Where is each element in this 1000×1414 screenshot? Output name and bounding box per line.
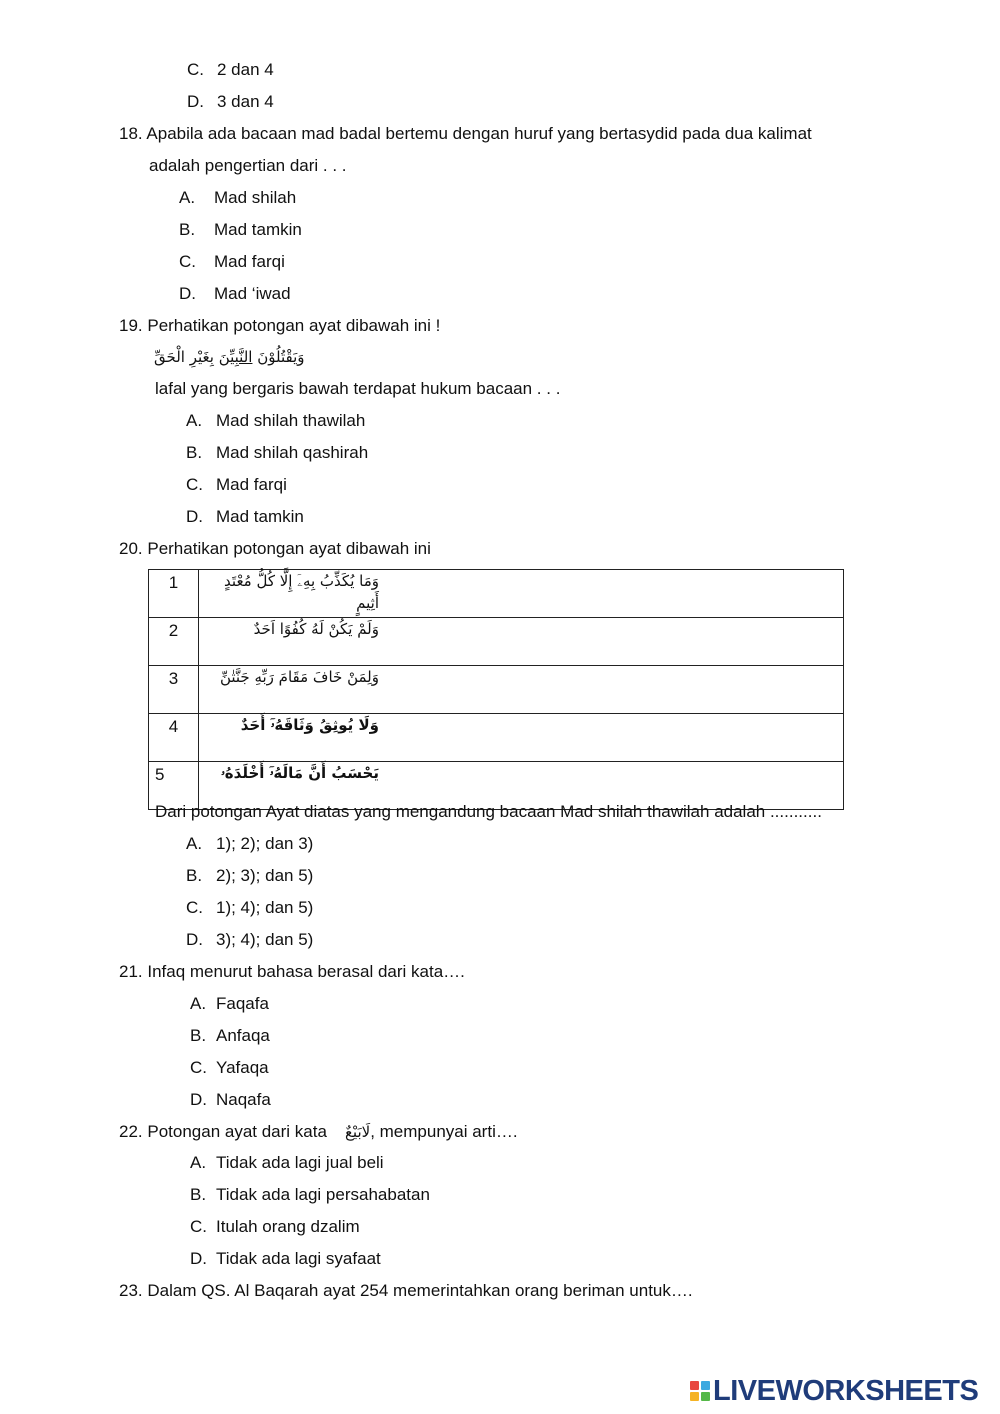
q20-instruction: Dari potongan Ayat diatas yang mengandung bacaan Mad shilah thawilah adalah ........... (155, 802, 822, 821)
q22-option-c: C. Itulah orang dzalim (190, 1217, 360, 1236)
q19-ayat: وَيَقْتُلُوْنَ النَّبِيِّنَ بِغَيْرِ الْحَقِّ (154, 348, 305, 366)
q19-question: 19. Perhatikan potongan ayat dibawah ini ! (119, 316, 441, 335)
table-row (149, 714, 844, 762)
q23-question: 23. Dalam QS. Al Baqarah ayat 254 memerintahkan orang beriman untuk…. (119, 1281, 693, 1300)
row-ayat: يَحْسَبُ أَنَّ مَالَهُۥٓ أَخْلَدَهُۥ (199, 762, 844, 810)
logo-text: LIVEWORKSHEETS (713, 1374, 979, 1407)
logo-tile (690, 1381, 699, 1390)
q18-option-a: A. Mad shilah (179, 188, 297, 207)
q21-option-d: D. Naqafa (190, 1090, 271, 1109)
q18-option-d: D. Mad ‘iwad (179, 284, 291, 303)
q18-option-c: C. Mad farqi (179, 252, 285, 271)
liveworksheets-logo (690, 1376, 990, 1406)
table-row (149, 618, 844, 666)
q21-option-b: B. Anfaqa (190, 1026, 270, 1045)
q21-question: 21. Infaq menurut bahasa berasal dari kata…. (119, 962, 465, 981)
row-ayat: وَلَا يُوثِقُ وَثَاقَهُۥٓ أَحَدٌ (199, 714, 844, 762)
q20-question: 20. Perhatikan potongan ayat dibawah ini (119, 539, 431, 558)
q22-option-b: B. Tidak ada lagi persahabatan (190, 1185, 430, 1204)
q22-ayat: لَابَيْعٌ (344, 1123, 371, 1141)
row-number: 5 (149, 762, 199, 810)
table-row (149, 666, 844, 714)
logo-tile (690, 1392, 699, 1401)
q19-ayat-underlined: النَّبِيِّنَ (218, 348, 253, 366)
q22-option-d: D. Tidak ada lagi syafaat (190, 1249, 381, 1268)
row-number: 1 (149, 570, 199, 618)
q19-option-b: B. Mad shilah qashirah (186, 443, 369, 462)
logo-tile (701, 1381, 710, 1390)
q22-option-a: A. Tidak ada lagi jual beli (190, 1153, 384, 1172)
q21-option-c: C. Yafaqa (190, 1058, 269, 1077)
row-number: 2 (149, 618, 199, 666)
table-row (149, 570, 844, 618)
q20-option-b: B. 2); 3); dan 5) (186, 866, 314, 885)
logo-tile (701, 1392, 710, 1401)
q19-option-c: C. Mad farqi (186, 475, 287, 494)
q20-ayat-table (148, 569, 844, 810)
q21-option-a: A. Faqafa (190, 994, 269, 1013)
row-number: 3 (149, 666, 199, 714)
q20-option-d: D. 3); 4); dan 5) (186, 930, 314, 949)
row-ayat: وَلِمَنْ خَافَ مَقَامَ رَبِّهِ جَنَّتٰنِّ (199, 666, 844, 714)
q18-question: 18. Apabila ada bacaan mad badal bertemu dengan huruf yang bertasydid pada dua kalimat (119, 124, 812, 143)
q20-option-c: C. 1); 4); dan 5) (186, 898, 314, 917)
q17-option-d: D. 3 dan 4 (187, 92, 274, 111)
q17-option-c: C. 2 dan 4 (187, 60, 274, 79)
row-ayat: وَمَا يُكَذِّبُ بِهِۦٓ إِلَّا كُلُّ مُعْتَدٍ أَثِيمٍ (199, 570, 844, 618)
q19-option-a: A. Mad shilah thawilah (186, 411, 366, 430)
q18-option-b: B. Mad tamkin (179, 220, 302, 239)
row-number: 4 (149, 714, 199, 762)
row-ayat: وَلَمْ يَكُنْ لَهُ كُفُوًا اَحَدٌ (199, 618, 844, 666)
logo-tiles-icon (690, 1381, 710, 1401)
q22-question: 22. Potongan ayat dari kata لَابَيْعٌ, mempunyai arti…. (119, 1122, 518, 1141)
q19-option-d: D. Mad tamkin (186, 507, 304, 526)
q19-instruction: lafal yang bergaris bawah terdapat hukum bacaan . . . (155, 379, 561, 398)
q20-option-a: A. 1); 2); dan 3) (186, 834, 314, 853)
q18-question-cont: adalah pengertian dari . . . (149, 156, 347, 175)
